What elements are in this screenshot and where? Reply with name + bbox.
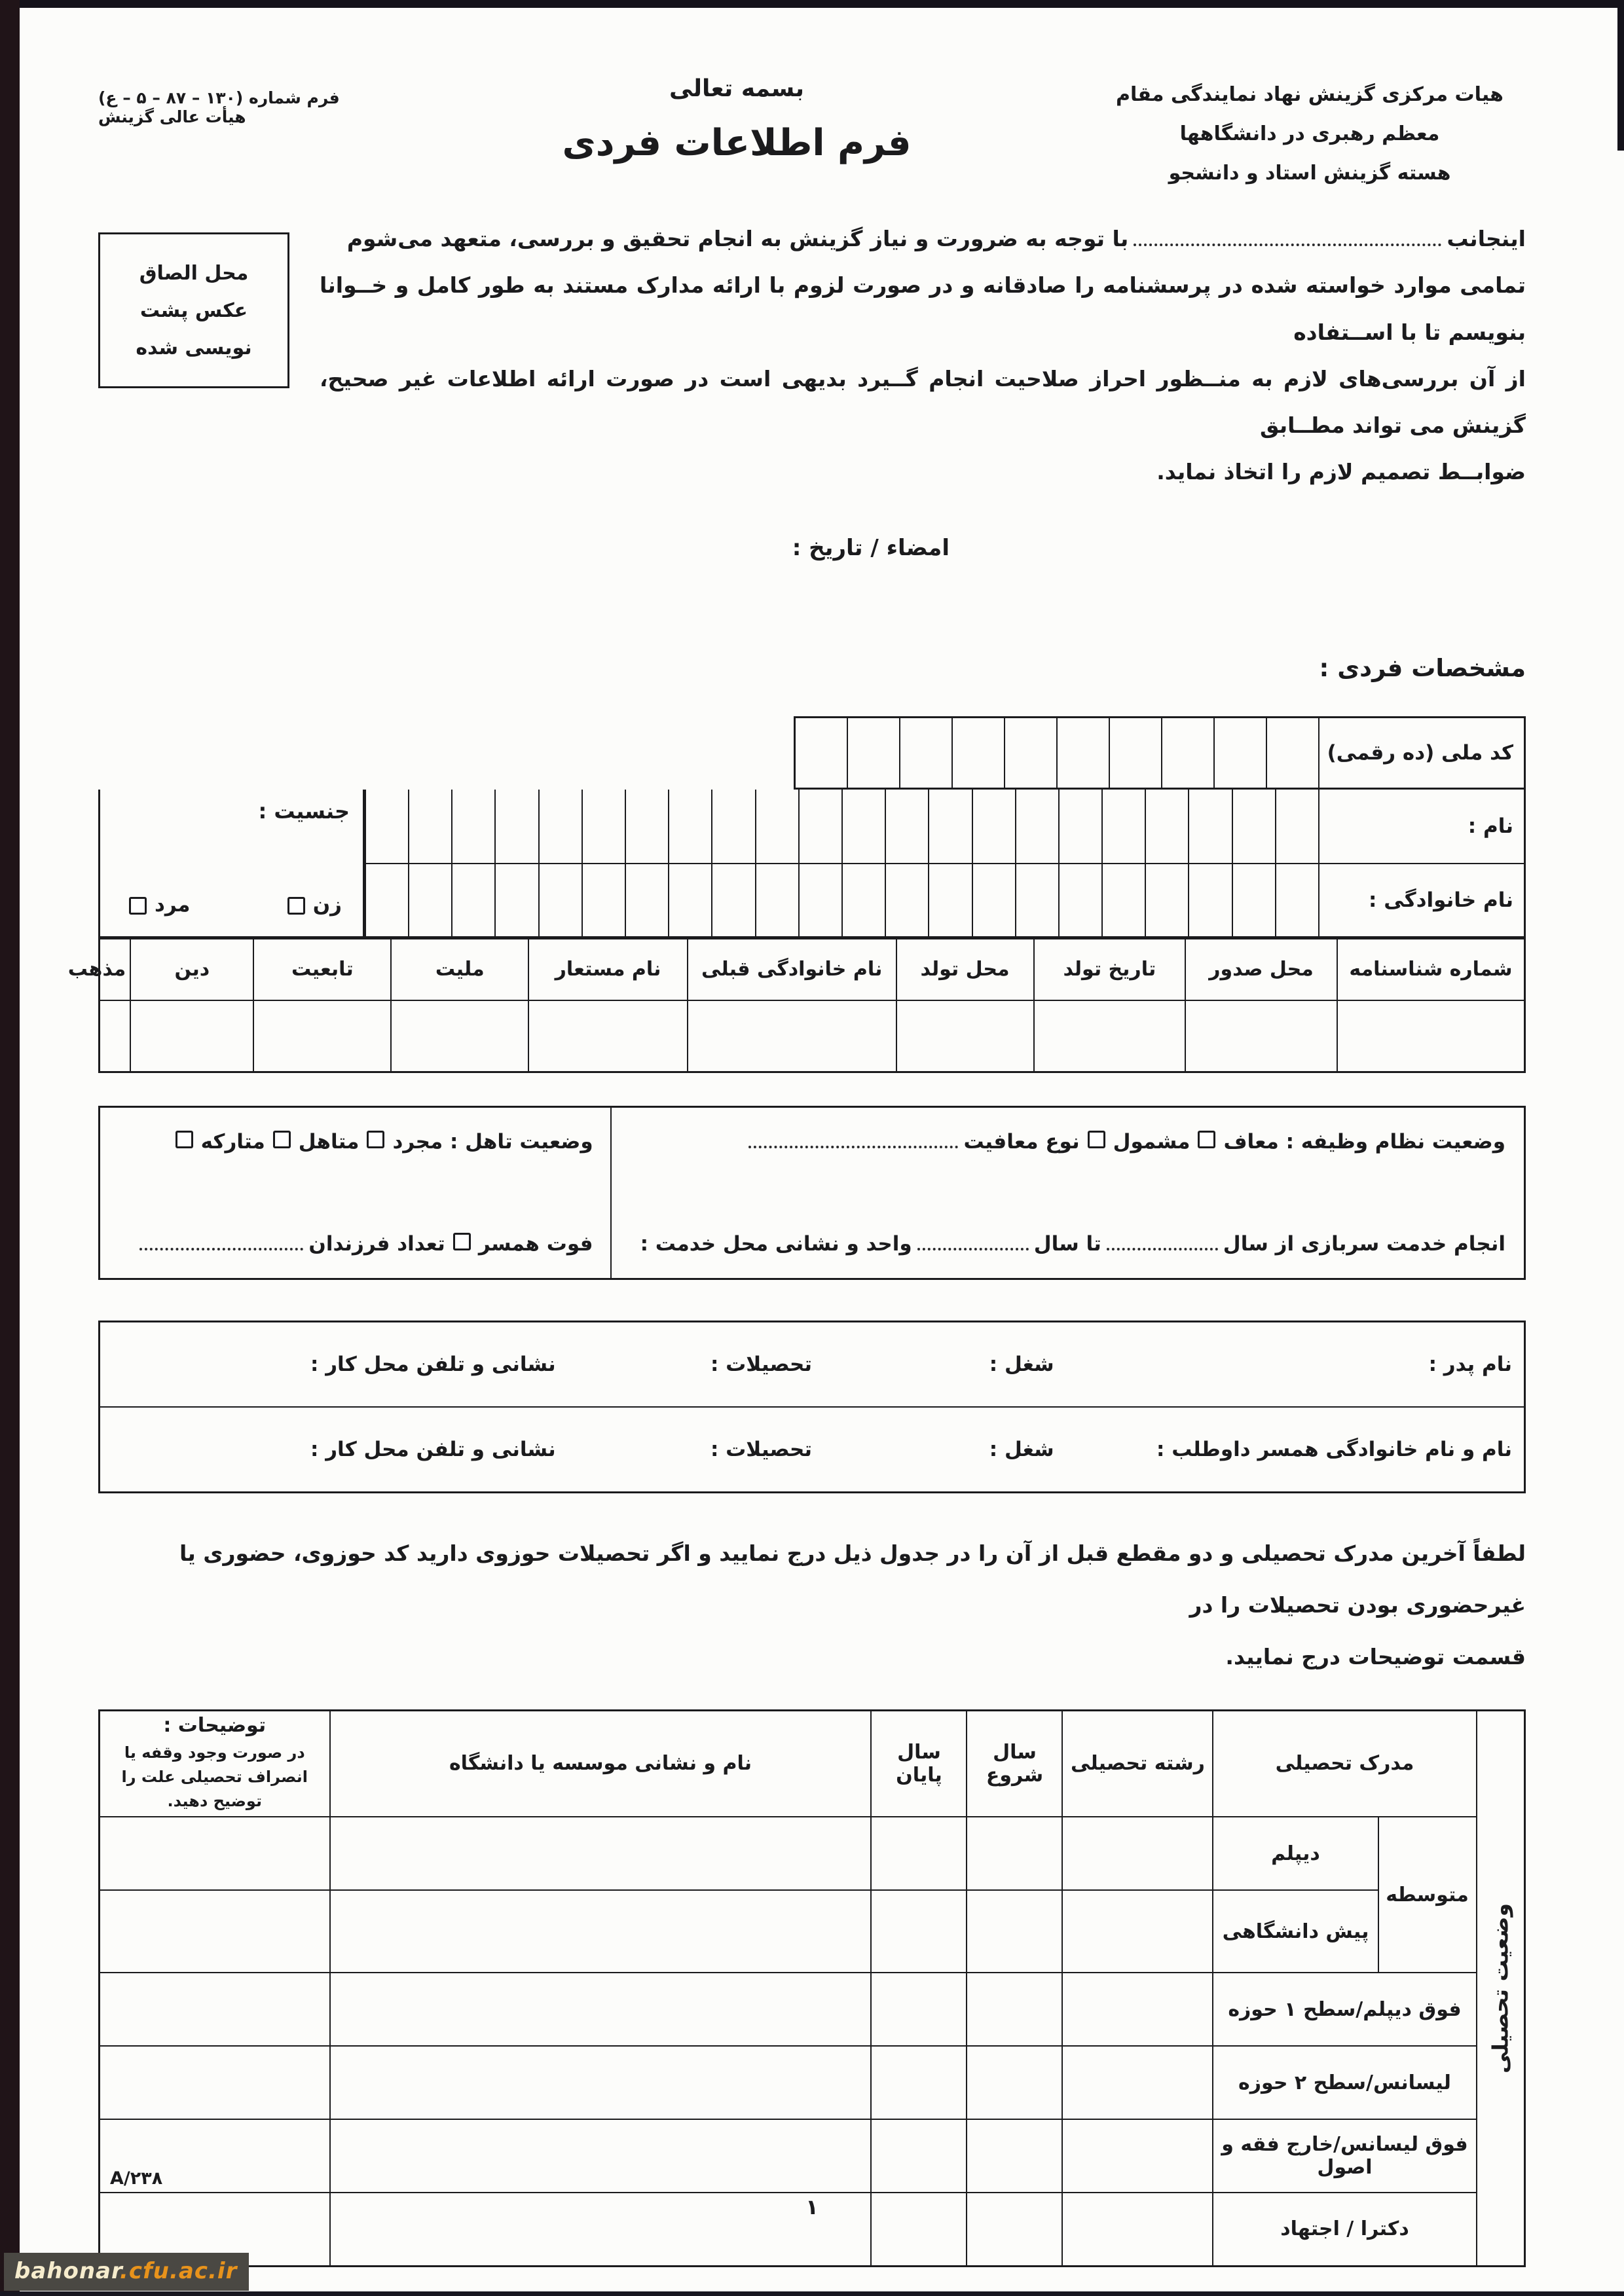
conscript-label: مشمول bbox=[1113, 1130, 1190, 1154]
identity-table bbox=[67, 938, 1526, 1074]
intro-line1 bbox=[320, 215, 1526, 262]
letter-box bbox=[540, 790, 583, 863]
org-line1: هیات مرکزی گزینش نهاد نمایندگی مقام معظم رهبری در دانشگاهها bbox=[1116, 83, 1504, 145]
spouse-work-address-label: نشانی و تلفن محل کار : bbox=[310, 1438, 556, 1462]
education-table-header bbox=[100, 1710, 1525, 1817]
empty-cell bbox=[871, 1890, 967, 1973]
empty-cell bbox=[253, 1000, 391, 1072]
col-end-year: سال پایان bbox=[871, 1710, 967, 1817]
marital-status-cell bbox=[100, 1108, 612, 1278]
col-birth-place: محل تولد bbox=[896, 939, 1034, 1000]
form-header bbox=[98, 75, 1526, 193]
married-checkbox bbox=[273, 1131, 291, 1148]
divorced-label: متارکه bbox=[200, 1130, 265, 1154]
exemption-type-dots bbox=[748, 1139, 958, 1148]
issuing-organization bbox=[1094, 75, 1526, 193]
widowed-checkbox bbox=[453, 1233, 471, 1250]
military-marital-block bbox=[98, 1106, 1526, 1280]
signature-date-label: امضاء / تاریخ : bbox=[792, 534, 950, 561]
letter-box bbox=[1189, 864, 1232, 936]
married-label: متاهل bbox=[298, 1130, 360, 1154]
degree-bachelor: لیسانس/سطح ۲ حوزه bbox=[1213, 2046, 1476, 2119]
photo-attach-box bbox=[98, 232, 289, 388]
gender-label: جنسیت : bbox=[258, 798, 350, 824]
letter-box bbox=[1276, 864, 1320, 936]
empty-cell bbox=[1062, 1890, 1213, 1973]
degree-master: فوق لیسانس/خارج فقه و اصول bbox=[1213, 2119, 1476, 2193]
conscript-checkbox bbox=[1088, 1131, 1105, 1148]
exempt-checkbox bbox=[1198, 1131, 1215, 1148]
name-fill-in-dots bbox=[1134, 237, 1441, 246]
letter-box bbox=[1233, 864, 1276, 936]
personal-details-block bbox=[67, 716, 1526, 1074]
letter-box bbox=[1233, 790, 1276, 863]
exemption-type-label: نوع معافیت bbox=[963, 1130, 1080, 1154]
letter-box bbox=[1060, 864, 1103, 936]
photo-box-line1: محل الصاق bbox=[139, 261, 249, 285]
letter-box bbox=[1060, 790, 1103, 863]
service-unit-label: واحد و نشانی محل خدمت : bbox=[640, 1232, 912, 1256]
father-job-label: شغل : bbox=[989, 1353, 1054, 1377]
bismillah: بسمه تعالی bbox=[669, 75, 804, 102]
photo-box-line3: نویسی شده bbox=[136, 336, 252, 359]
military-status-cell bbox=[612, 1108, 1524, 1278]
gender-option-male bbox=[121, 893, 190, 917]
form-code: A/۲۳۸ bbox=[110, 2168, 163, 2189]
associate-row bbox=[100, 1973, 1525, 2046]
spouse-job-label: شغل : bbox=[989, 1438, 1054, 1462]
col-denomination: مذهب bbox=[100, 939, 131, 1000]
military-status-label: وضعیت نظام وظیفه : bbox=[1285, 1130, 1505, 1154]
site-watermark bbox=[4, 2253, 249, 2291]
identity-table-header bbox=[100, 939, 1525, 1000]
empty-cell bbox=[896, 1000, 1034, 1072]
letter-box bbox=[973, 864, 1016, 936]
col-birth-cert-no: شماره شناسنامه bbox=[1337, 939, 1525, 1000]
male-checkbox bbox=[129, 897, 147, 915]
empty-cell bbox=[688, 1000, 896, 1072]
empty-cell bbox=[391, 1000, 528, 1072]
education-note bbox=[98, 1527, 1526, 1683]
id-digit-box bbox=[848, 718, 900, 788]
id-digit-box bbox=[1162, 718, 1215, 788]
degree-diploma: دیپلم bbox=[1213, 1817, 1378, 1890]
empty-cell bbox=[1034, 1000, 1186, 1072]
letter-box bbox=[800, 790, 843, 863]
letter-box bbox=[756, 864, 800, 936]
empty-cell bbox=[330, 2046, 872, 2119]
letter-box bbox=[1016, 790, 1060, 863]
empty-cell bbox=[330, 1973, 872, 2046]
letter-box bbox=[843, 790, 886, 863]
service-from-dots bbox=[1107, 1241, 1218, 1250]
national-id-row bbox=[794, 716, 1526, 790]
col-degree: مدرک تحصیلی bbox=[1213, 1710, 1476, 1817]
header-center bbox=[380, 75, 1094, 164]
letter-box bbox=[452, 790, 496, 863]
first-name-boxes bbox=[365, 790, 1320, 863]
id-digit-box bbox=[796, 718, 848, 788]
father-work-address-label: نشانی و تلفن محل کار : bbox=[310, 1353, 556, 1377]
education-note-line1: لطفاً آخرین مدرک تحصیلی و دو مقطع قبل از آن را در جدول ذیل درج نمایید و اگر تحصیلات حوزوی دارید کد حوزوی، حضوری یا غیرحضوری بودن تحصیلات را در bbox=[179, 1540, 1526, 1618]
spouse-name-label: نام و نام خانوادگی همسر داوطلب : bbox=[1156, 1438, 1512, 1462]
empty-cell bbox=[967, 1890, 1062, 1973]
notes-title: توضیحات : bbox=[163, 1713, 267, 1737]
female-checkbox bbox=[287, 897, 305, 915]
first-name-label: نام : bbox=[1467, 814, 1513, 838]
widowed-label: فوت همسر bbox=[478, 1232, 593, 1256]
letter-box bbox=[1189, 790, 1232, 863]
education-table bbox=[98, 1709, 1526, 2267]
letter-box bbox=[365, 790, 409, 863]
col-notes bbox=[100, 1710, 330, 1817]
military-status-line bbox=[630, 1130, 1505, 1154]
letter-box bbox=[843, 864, 886, 936]
col-start-year: سال شروع bbox=[967, 1710, 1062, 1817]
page-number: ۱ bbox=[805, 2195, 819, 2219]
letter-box bbox=[973, 790, 1016, 863]
letter-box bbox=[669, 790, 712, 863]
empty-cell bbox=[871, 2119, 967, 2193]
letter-box bbox=[756, 790, 800, 863]
female-label: زن bbox=[312, 892, 342, 917]
letter-box bbox=[1103, 790, 1146, 863]
intro-line1-suffix: با توجه به ضرورت و نیاز گزینش به انجام تحقیق و بررسی، متعهد می‌شوم bbox=[346, 226, 1129, 251]
letter-box bbox=[496, 790, 539, 863]
family-name-label: نام خانوادگی : bbox=[1369, 888, 1513, 912]
empty-cell bbox=[100, 1817, 330, 1890]
empty-cell bbox=[967, 1817, 1062, 1890]
scan-edge-bottom bbox=[0, 2291, 1624, 2296]
empty-cell bbox=[330, 1817, 872, 1890]
letter-box bbox=[1146, 790, 1189, 863]
father-name-label: نام پدر : bbox=[1428, 1353, 1512, 1377]
degree-doctorate: دکترا / اجتهاد bbox=[1213, 2193, 1476, 2266]
master-row bbox=[100, 2119, 1525, 2193]
letter-box bbox=[626, 790, 669, 863]
empty-cell bbox=[1062, 2119, 1213, 2193]
col-citizenship: تابعیت bbox=[253, 939, 391, 1000]
male-label: مرد bbox=[155, 892, 191, 917]
service-to-label: تا سال bbox=[1033, 1232, 1101, 1256]
letter-box bbox=[1016, 864, 1060, 936]
gender-box bbox=[100, 790, 365, 936]
marital-status-line bbox=[117, 1130, 593, 1154]
empty-cell bbox=[1062, 1817, 1213, 1890]
name-rows-block bbox=[98, 790, 1526, 938]
diploma-row bbox=[100, 1817, 1525, 1890]
secondary-group-label: متوسطه bbox=[1378, 1817, 1477, 1973]
letter-box bbox=[409, 790, 452, 863]
single-checkbox bbox=[367, 1131, 384, 1148]
letter-box bbox=[540, 864, 583, 936]
family-info-block bbox=[98, 1321, 1526, 1493]
bachelor-row bbox=[100, 2046, 1525, 2119]
personal-section-title: مشخصات فردی : bbox=[1319, 653, 1526, 682]
empty-cell bbox=[330, 1890, 872, 1973]
spouse-education-label: تحصیلات : bbox=[710, 1438, 813, 1462]
children-count-label: تعداد فرزندان bbox=[308, 1232, 445, 1256]
gender-options bbox=[113, 893, 350, 927]
letter-box bbox=[1146, 864, 1189, 936]
empty-cell bbox=[100, 1890, 330, 1973]
intro-line2: تمامی موارد خواسته شده در پرسشنامه را صادقانه و در صورت لزوم با ارائه مدارک مستند به طور کامل و خــوانا بنویسم تا با اســتفاده bbox=[320, 272, 1526, 345]
service-from-label: انجام خدمت سربازی از سال bbox=[1223, 1232, 1505, 1256]
intro-paragraph bbox=[320, 215, 1526, 496]
children-count-dots bbox=[139, 1241, 303, 1250]
col-institute: نام و نشانی موسسه یا دانشگاه bbox=[330, 1710, 872, 1817]
service-to-dots bbox=[917, 1241, 1029, 1250]
letter-box bbox=[886, 864, 929, 936]
id-digit-box bbox=[900, 718, 953, 788]
letter-box bbox=[626, 864, 669, 936]
id-digit-box bbox=[1058, 718, 1110, 788]
id-digit-box bbox=[1110, 718, 1162, 788]
col-issue-place: محل صدور bbox=[1185, 939, 1337, 1000]
intro-line1-prefix: اینجانب bbox=[1447, 226, 1526, 251]
empty-cell bbox=[100, 1973, 330, 2046]
marital-status-label: وضعیت تاهل : bbox=[449, 1130, 593, 1154]
form-number: فرم شماره (۱۳۰ – ۸۷ – ۵ – ع) هیأت عالی گزینش bbox=[98, 88, 340, 126]
letter-box bbox=[365, 864, 409, 936]
col-previous-family-name: نام خانوادگی قبلی bbox=[688, 939, 896, 1000]
degree-pre-university: پیش دانشگاهی bbox=[1213, 1890, 1378, 1973]
empty-cell bbox=[871, 1973, 967, 2046]
father-education-label: تحصیلات : bbox=[710, 1353, 813, 1377]
letter-box bbox=[1276, 790, 1320, 863]
divorced-checkbox bbox=[175, 1131, 193, 1148]
empty-cell bbox=[1185, 1000, 1337, 1072]
degree-associate: فوق دیپلم/سطح ۱ حوزه bbox=[1213, 1973, 1476, 2046]
single-label: مجرد bbox=[392, 1130, 443, 1154]
intro-line3: از آن بررسی‌های لازم به منــظور احراز صلاحیت انجام گــیرد بدیهی است در صورت ارائه اطلاعات غیر صحیح، گزینش می تواند مطــابق bbox=[320, 365, 1526, 439]
national-id-boxes bbox=[796, 718, 1320, 788]
family-name-row bbox=[365, 863, 1524, 936]
empty-cell bbox=[130, 1000, 253, 1072]
letter-box bbox=[712, 864, 756, 936]
page-title: فرم اطلاعات فردی bbox=[562, 122, 912, 164]
empty-cell bbox=[1062, 2046, 1213, 2119]
education-note-line2: قسمت توضیحات درج نمایید. bbox=[1225, 1644, 1526, 1670]
identity-table-empty-row bbox=[100, 1000, 1525, 1072]
first-name-row bbox=[365, 790, 1524, 863]
empty-cell bbox=[967, 1973, 1062, 2046]
col-alias: نام مستعار bbox=[528, 939, 688, 1000]
org-line2: هسته گزینش استاد و دانشجو bbox=[1168, 162, 1451, 185]
watermark-domain: .cfu.ac.ir bbox=[119, 2258, 238, 2284]
col-nationality: ملیت bbox=[391, 939, 528, 1000]
letter-box bbox=[496, 864, 539, 936]
id-digit-box bbox=[953, 718, 1005, 788]
national-id-label: کد ملی (ده رقمی) bbox=[1327, 740, 1513, 765]
letter-box bbox=[669, 864, 712, 936]
id-digit-box bbox=[1267, 718, 1320, 788]
intro-line4: ضوابــط تصمیم لازم را اتخاذ نماید. bbox=[1156, 459, 1526, 485]
letter-box bbox=[583, 790, 626, 863]
letter-box bbox=[929, 864, 972, 936]
letter-box bbox=[583, 864, 626, 936]
empty-cell bbox=[871, 1817, 967, 1890]
letter-box bbox=[1103, 864, 1146, 936]
military-service-line bbox=[630, 1232, 1505, 1256]
empty-cell bbox=[967, 2046, 1062, 2119]
letter-box bbox=[409, 864, 452, 936]
empty-cell bbox=[100, 1000, 131, 1072]
family-name-boxes bbox=[365, 864, 1320, 936]
letter-box bbox=[886, 790, 929, 863]
col-field: رشته تحصیلی bbox=[1062, 1710, 1213, 1817]
gender-option-female bbox=[280, 893, 342, 917]
empty-cell bbox=[528, 1000, 688, 1072]
spouse-row bbox=[100, 1406, 1524, 1491]
exempt-label: معاف bbox=[1223, 1130, 1279, 1154]
col-religion: دین bbox=[130, 939, 253, 1000]
name-rows bbox=[365, 790, 1524, 936]
children-line bbox=[117, 1232, 593, 1256]
letter-box bbox=[929, 790, 972, 863]
letter-box bbox=[712, 790, 756, 863]
notes-subtitle: در صورت وجود وقفه یا انصراف تحصیلی علت را توضیح دهید. bbox=[121, 1743, 308, 1811]
photo-box-line2: عکس پشت bbox=[139, 299, 248, 322]
empty-cell bbox=[967, 2119, 1062, 2193]
empty-cell bbox=[1062, 1973, 1213, 2046]
watermark-name: bahonar bbox=[14, 2258, 120, 2284]
empty-cell bbox=[871, 2046, 967, 2119]
empty-cell bbox=[1337, 1000, 1525, 1072]
id-digit-box bbox=[1215, 718, 1267, 788]
father-row bbox=[100, 1322, 1524, 1406]
letter-box bbox=[800, 864, 843, 936]
id-digit-box bbox=[1005, 718, 1058, 788]
empty-cell bbox=[100, 2046, 330, 2119]
pre-university-row bbox=[100, 1890, 1525, 1973]
education-status-side-label-cell bbox=[1477, 1710, 1525, 2266]
empty-cell bbox=[330, 2119, 872, 2193]
education-status-side-label: وضعیت تحصیلی bbox=[1487, 1903, 1513, 2073]
intro-section bbox=[98, 215, 1526, 496]
col-birth-date: تاریخ تولد bbox=[1034, 939, 1186, 1000]
letter-box bbox=[452, 864, 496, 936]
